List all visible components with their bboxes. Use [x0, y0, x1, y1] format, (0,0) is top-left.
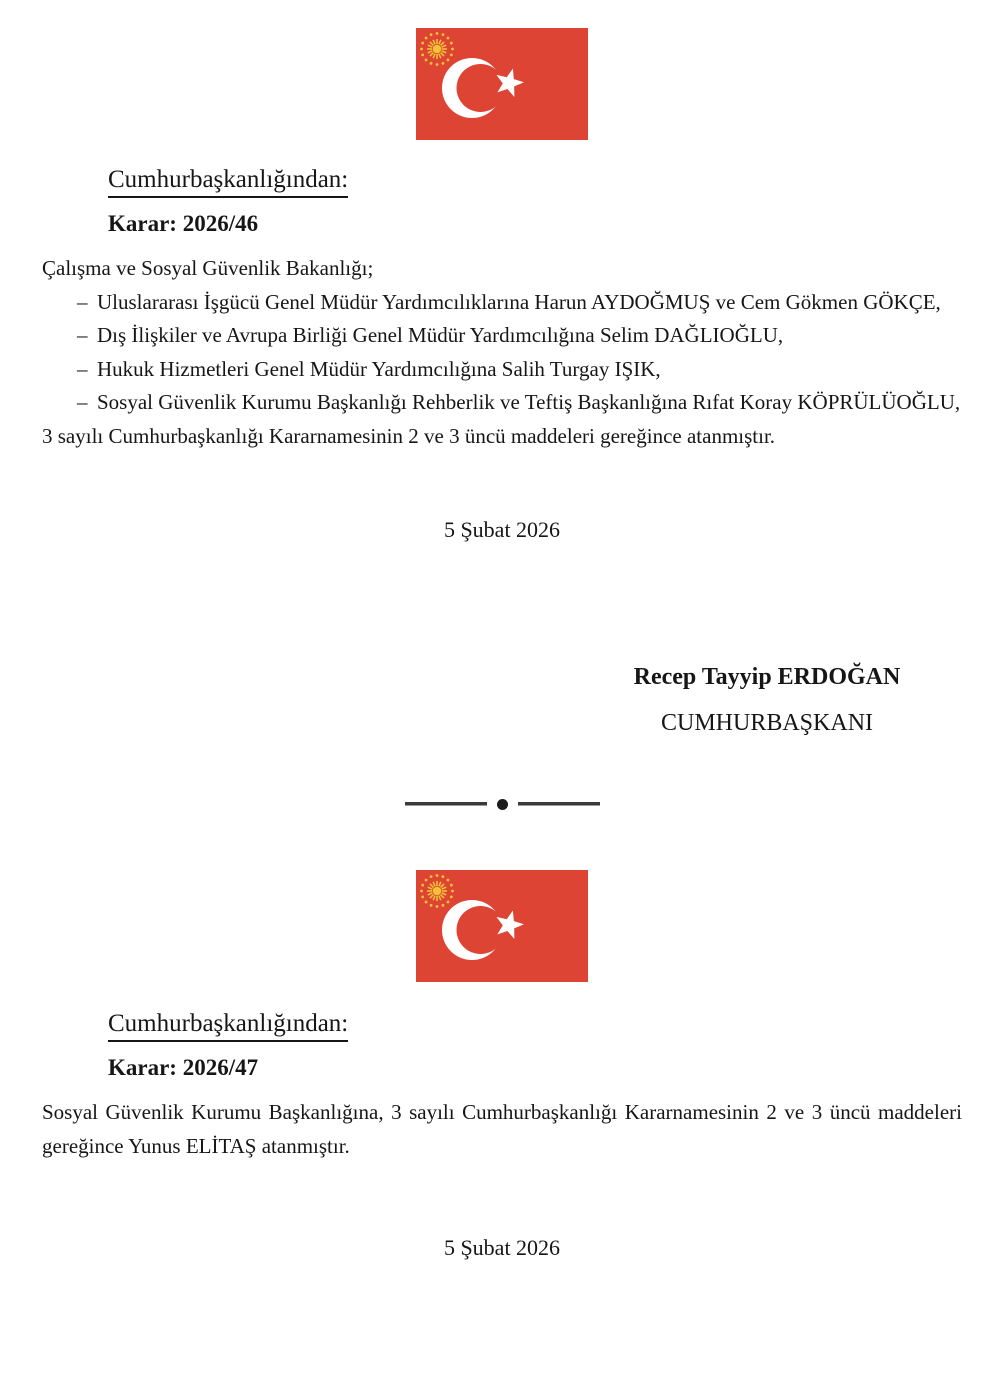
decree1-issuer-heading — [108, 165, 1004, 198]
turkish-flag-icon — [416, 870, 588, 982]
decree1-list-item — [42, 353, 962, 387]
decree1-karar-number: Karar: 2026/46 — [108, 211, 259, 236]
decree1-list-item — [42, 319, 962, 353]
signature-title: CUMHURBAŞKANI — [660, 710, 874, 736]
list-dash-marker: – — [77, 356, 88, 381]
decree1-closing: 3 sayılı Cumhurbaşkanlığı Kararnamesinin 2 ve 3 üncü maddeleri gereğince atanmıştır. — [42, 423, 776, 448]
issuer-underlined-text: Cumhurbaşkanlığından: — [108, 1009, 348, 1042]
turkish-flag-top — [416, 0, 588, 140]
list-item-text: Hukuk Hizmetleri Genel Müdür Yardımcılığına Salih Turgay IŞIK, — [97, 356, 661, 381]
section-divider — [0, 798, 1004, 810]
signature-block — [597, 661, 937, 739]
signature-name: Recep Tayyip ERDOĞAN — [633, 664, 901, 690]
list-dash-marker: – — [77, 323, 88, 347]
decree1-intro: Çalışma ve Sosyal Güvenlik Bakanlığı; — [42, 256, 374, 280]
divider-rule-left — [405, 802, 487, 806]
decree1-list-item — [42, 286, 962, 320]
divider-rule-right — [518, 802, 600, 806]
turkish-flag-icon — [416, 28, 588, 140]
decree1-list-item — [42, 386, 962, 420]
decree2-body: Sosyal Güvenlik Kurumu Başkanlığına, 3 sayılı Cumhurbaşkanlığı Kararnamesinin 2 ve 3 üncü maddeleri gereğince Yunus ELİTAŞ atanmıştır. — [42, 1100, 962, 1158]
decree2-issuer-heading — [108, 1009, 1004, 1042]
decree1-date: 5 Şubat 2026 — [443, 517, 561, 542]
turkish-flag-bottom — [416, 870, 588, 982]
decree1-body — [42, 252, 962, 453]
decree2-karar-number: Karar: 2026/47 — [108, 1055, 259, 1080]
list-item-text: Uluslararası İşgücü Genel Müdür Yardımcılıklarına Harun AYDOĞMUŞ ve Cem Gökmen GÖKÇE, — [97, 289, 941, 314]
list-dash-marker: – — [77, 289, 88, 314]
decree2-date: 5 Şubat 2026 — [443, 1235, 561, 1260]
divider-dot — [497, 799, 508, 810]
list-item-text: Dış İlişkiler ve Avrupa Birliği Genel Müdür Yardımcılığına Selim DAĞLIOĞLU, — [97, 323, 784, 347]
issuer-underlined-text: Cumhurbaşkanlığından: — [108, 165, 348, 198]
list-item-text: Sosyal Güvenlik Kurumu Başkanlığı Rehberlik ve Teftiş Başkanlığına Rıfat Koray KÖPRÜLÜOĞLU, — [97, 390, 961, 414]
list-dash-marker: – — [77, 390, 88, 414]
